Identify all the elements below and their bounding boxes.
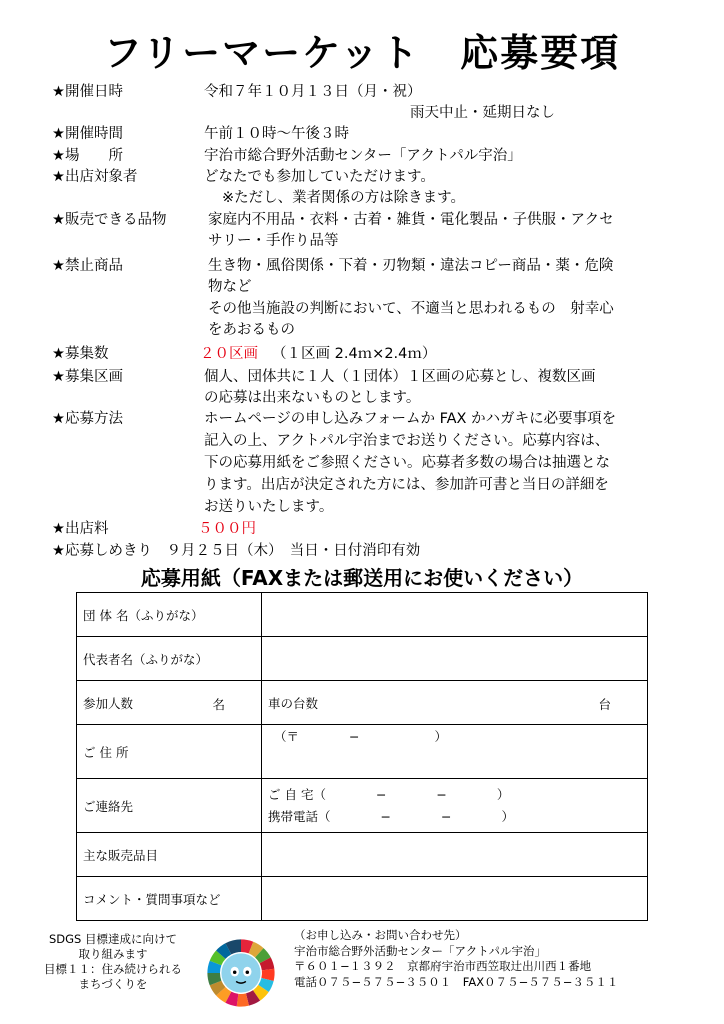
page-title: フリーマーケット 応募要項 <box>103 31 621 75</box>
contact-info <box>294 928 618 990</box>
sdgs-line-2: 取り組みます <box>78 947 148 961</box>
count-note: （１区画 2.4ｍ×2.4ｍ） <box>272 346 437 362</box>
method-value-2: 記入の上、アクトパル宇治までお送りください。応募内容は、 <box>204 433 610 449</box>
contact-line-2: 宇治市総合野外活動センター「アクトパル宇治」 <box>294 943 546 958</box>
method-value-5: お送りいたします。 <box>204 499 334 515</box>
group-name-label: 団 体 名（ふりがな） <box>77 593 262 637</box>
time-label: ★開催時間 <box>52 126 123 142</box>
unit-value: 個人、団体共に１人（１団体）１区画の応募とし、複数区画 <box>204 369 596 385</box>
banned-value: 生き物・風俗関係・下着・刃物類・違法コピー商品・薬・危険 <box>208 258 614 274</box>
zip-text: （〒 − ） <box>274 729 447 744</box>
target-label: ★出店対象者 <box>52 169 138 185</box>
group-name-field[interactable] <box>262 593 648 637</box>
unit-value-2: の応募は出来ないものとします。 <box>204 390 421 406</box>
count-value: ２０区画 <box>200 346 258 362</box>
main-goods-field[interactable] <box>262 833 648 877</box>
target-value: どなたでも参加していただけます。 <box>204 169 435 185</box>
date-label: ★開催日時 <box>52 84 123 100</box>
address-label: ご 住 所 <box>77 725 262 779</box>
banned-value-3: その他当施設の判断において、不適当と思われるもの 射幸心 <box>208 301 614 317</box>
rep-name-label: 代表者名（ふりがな） <box>77 637 262 681</box>
main-goods-label: 主な販売品目 <box>77 833 262 877</box>
goods-label: ★販売できる品物 <box>52 212 167 228</box>
method-label: ★応募方法 <box>52 411 123 427</box>
place-label: ★場 所 <box>52 148 123 164</box>
sdgs-line-4: まちづくりを <box>78 977 148 991</box>
banned-value-2: 物など <box>208 279 252 295</box>
sdgs-wheel-icon <box>206 938 276 1008</box>
comments-field[interactable] <box>262 877 648 921</box>
rep-name-field[interactable] <box>262 637 648 681</box>
comments-label: コメント・質問事項など <box>77 877 262 921</box>
date-value: 令和７年１０月１３日（月・祝） <box>204 84 422 100</box>
banned-value-4: をあおるもの <box>208 322 295 338</box>
unit-label: ★募集区画 <box>52 369 123 385</box>
participants-unit: 名 <box>212 697 225 712</box>
target-note: ※ただし、業者関係の方は除きます。 <box>222 190 465 206</box>
method-value-3: 下の応募用紙をご参照ください。応募者多数の場合は抽選とな <box>204 455 610 471</box>
contact-line-1: （お申し込み・お問い合わせ先） <box>294 928 467 942</box>
address-field[interactable] <box>262 725 648 779</box>
deadline-text: ★応募しめきり ９月２５日（木） 当日・日付消印有効 <box>52 543 421 559</box>
sdgs-line-3: 目標１１：住み続けられる <box>44 962 182 976</box>
cars-label: 車の台数 <box>268 695 319 711</box>
fee-value: ５００円 <box>198 521 256 537</box>
sdgs-text <box>38 932 188 992</box>
date-note: 雨天中止・延期日なし <box>410 105 555 121</box>
goods-value: 家庭内不用品・衣料・古着・雑貨・電化製品・子供服・アクセ <box>208 212 614 228</box>
participants-cell[interactable] <box>77 681 262 725</box>
place-value: 宇治市総合野外活動センター「アクトパル宇治」 <box>204 148 522 164</box>
cars-cell[interactable] <box>262 681 648 725</box>
home-phone: ご 自 宅（ − − ） <box>268 786 510 802</box>
contact-field[interactable] <box>262 779 648 833</box>
time-value: 午前１０時〜午後３時 <box>204 126 349 142</box>
form-title: 応募用紙（FAXまたは郵送用にお使いください） <box>140 566 584 590</box>
count-label: ★募集数 <box>52 346 109 362</box>
banned-label: ★禁止商品 <box>52 258 123 274</box>
participants-label: 参加人数 <box>83 695 134 711</box>
contact-line-3: 〒６０１−１３９２ 京都府宇治市西笠取辻出川西１番地 <box>294 959 592 973</box>
goods-value-2: サリー・手作り品等 <box>208 233 339 249</box>
contact-label: ご連絡先 <box>77 779 262 833</box>
application-form <box>76 592 648 921</box>
contact-line-4: 電話０７５−５７５−３５０１ FAX０７５−５７５−３５１１ <box>294 974 619 989</box>
method-value-4: ります。出店が決定された方には、参加許可書と当日の詳細を <box>204 477 609 493</box>
sdgs-line-1: SDGS 目標達成に向けて <box>48 932 178 946</box>
cars-unit: 台 <box>598 697 611 712</box>
fee-label: ★出店料 <box>52 521 109 537</box>
method-value: ホームページの申し込みフォームか FAX かハガキに必要事項を <box>204 411 617 427</box>
mobile-phone: 携帯電話（ − − ） <box>268 808 514 824</box>
